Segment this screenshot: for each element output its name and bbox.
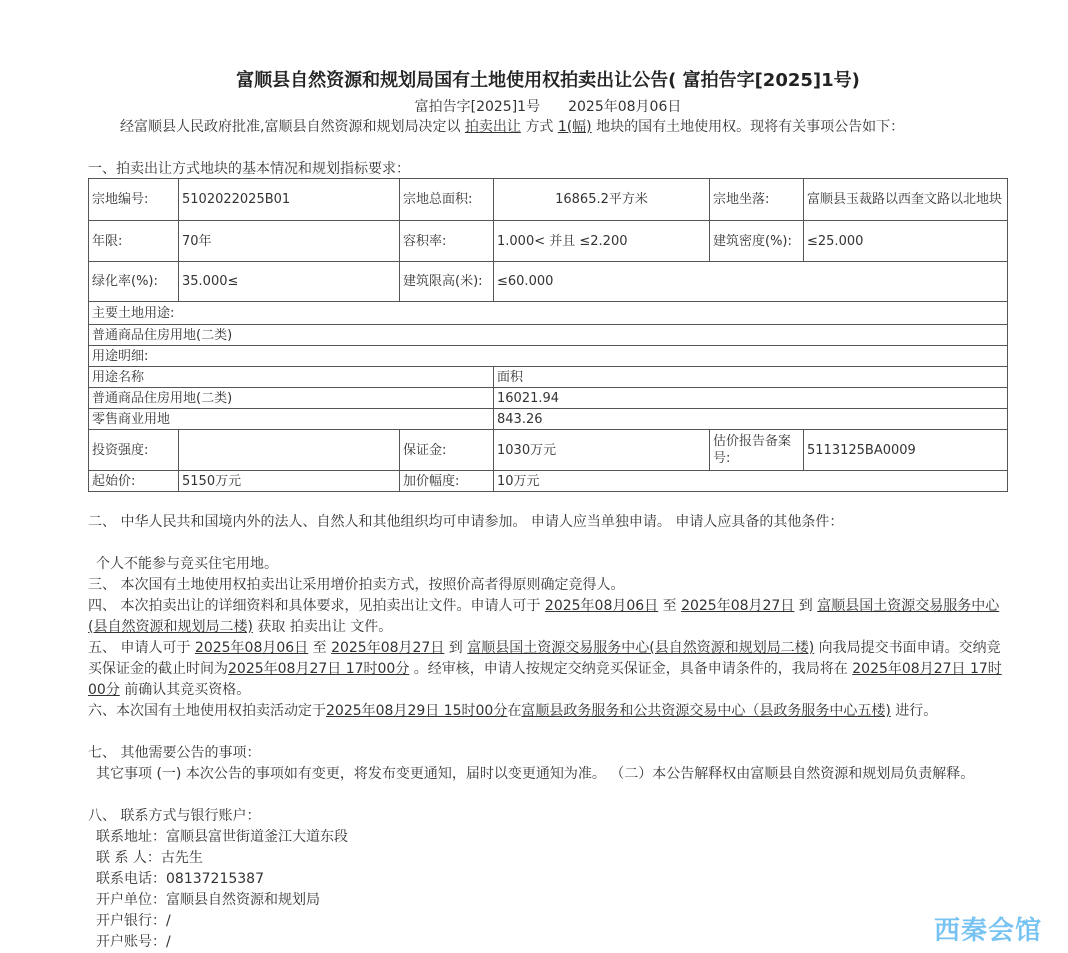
far-value: 1.000< 并且 ≤2.200 [494, 221, 710, 262]
height-label: 建筑限高(米): [400, 262, 494, 302]
deposit-deadline: 2025年08月27日 17时00分 [228, 661, 410, 677]
date-start: 2025年08月06日 [544, 598, 659, 614]
section-4: 四、 本次拍卖出让的详细资料和具体要求，见拍卖出让文件。申请人可于 2025年08月06日 至 2025年08月27日 到 富顺县国土资源交易服务中心(县自然资源和规划局二楼) 获取 拍卖出让 文件。 [88, 598, 1000, 635]
use-name: 普通商品住房用地(二类) [89, 388, 494, 409]
section-6: 六、本次国有土地使用权拍卖活动定于2025年08月29日 15时00分在富顺县政务服务和公共资源交易中心（县政务服务中心五楼) 进行。 [88, 703, 938, 719]
use-area-header: 面积 [494, 367, 1008, 388]
contact-phone: 联系电话：08137215387 [96, 871, 264, 887]
watermark-logo: 西秦会馆 [934, 916, 1043, 946]
appraisal-label: 估价报告备案号: [710, 430, 804, 471]
section-5: 五、 申请人可于 2025年08月06日 至 2025年08月27日 到 富顺县国土资源交易服务中心(县自然资源和规划局二楼) 向我局提交书面申请。交纳竞买保证金的截止时间为2025年08月27日 17时00分 。经审核，申请人按规定交纳竞买保证金，具备申请条件的，我局将在 2025年08月27日 17时00分 前确认其竞买资格。 [88, 640, 1002, 698]
account-unit: 开户单位：富顺县自然资源和规划局 [96, 892, 320, 908]
appraisal-value: 5113125BA0009 [804, 430, 1008, 471]
doc-meta [88, 96, 1008, 116]
location-label: 宗地坐落: [710, 179, 804, 221]
sale-method: 拍卖出让 [464, 119, 521, 135]
start-price-value: 5150万元 [179, 471, 400, 492]
invest-value [179, 430, 400, 471]
start-price-label: 起始价: [89, 471, 179, 492]
parcel-info-table [88, 178, 1008, 492]
deposit-label: 保证金: [400, 430, 494, 471]
increment-value: 10万元 [494, 471, 1008, 492]
far-label: 容积率: [400, 221, 494, 262]
contact-address: 联系地址：富顺县富世街道釜江大道东段 [96, 829, 348, 845]
section-8: 八、 联系方式与银行账户： [88, 808, 261, 824]
invest-label: 投资强度: [89, 430, 179, 471]
green-value: 35.000≤ [179, 262, 400, 302]
section-1-heading: 一、拍卖出让方式地块的基本情况和规划指标要求： [88, 161, 410, 177]
account-bank: 开户银行：/ [96, 913, 171, 929]
venue: 富顺县国土资源交易服务中心(县自然资源和规划局二楼) [88, 598, 1000, 635]
height-value: ≤60.000 [494, 262, 1008, 302]
use-name: 零售商业用地 [89, 409, 494, 430]
section-7-detail: 其它事项 (一) 本次公告的事项如有变更，将发布变更通知，届时以变更通知为准。 （二）本公告解释权由富顺县自然资源和规划局负责解释。 [96, 766, 975, 782]
intro-paragraph: 经富顺县人民政府批准,富顺县自然资源和规划局决定以 拍卖出让 方式 1(幅) 地块的国有土地使用权。现将有关事项公告如下： [120, 119, 905, 135]
term-label: 年限: [89, 221, 179, 262]
page-title: 富顺县自然资源和规划局国有土地使用权拍卖出让公告( 富拍告字[2025]1号) [236, 70, 860, 91]
use-area: 16021.94 [494, 388, 1008, 409]
main-use-value: 普通商品住房用地(二类) [89, 325, 1008, 346]
auction-venue: 富顺县政务服务和公共资源交易中心（县政务服务中心五楼) [521, 703, 891, 719]
use-name-header: 用途名称 [89, 367, 494, 388]
date-end: 2025年08月27日 [681, 598, 795, 614]
contact-person: 联 系 人：古先生 [96, 850, 203, 866]
density-label: 建筑密度(%): [710, 221, 804, 262]
parcel-no: 5102022025B01 [179, 179, 400, 221]
area-label: 宗地总面积: [400, 179, 494, 221]
confirm-time: 2025年08月27日 17时00分 [88, 661, 1002, 698]
section-2-condition: 个人不能参与竞买住宅用地。 [96, 556, 278, 572]
venue: 富顺县国土资源交易服务中心(县自然资源和规划局二楼) [467, 640, 815, 656]
section-2: 二、 中华人民共和国境内外的法人、自然人和其他组织均可申请参加。 申请人应当单独申请。 申请人应具备的其他条件： [88, 514, 844, 530]
account-number: 开户账号：/ [96, 934, 171, 950]
main-use-label: 主要土地用途: [89, 302, 1008, 325]
use-area: 843.26 [494, 409, 1008, 430]
area-value: 16865.2平方米 [494, 179, 710, 221]
auction-time: 2025年08月29日 15时00分 [326, 703, 508, 719]
density-value: ≤25.000 [804, 221, 1008, 262]
section-7: 七、 其他需要公告的事项： [88, 745, 261, 761]
date-end: 2025年08月27日 [331, 640, 445, 656]
deposit-value: 1030万元 [494, 430, 710, 471]
green-label: 绿化率(%): [89, 262, 179, 302]
date-start: 2025年08月06日 [194, 640, 309, 656]
doc-date: 2025年08月06日 [568, 99, 682, 115]
contact-info [96, 827, 348, 953]
section-3: 三、 本次国有土地使用权拍卖出让采用增价拍卖方式，按照价高者得原则确定竞得人。 [88, 577, 625, 593]
term-value: 70年 [179, 221, 400, 262]
doc-number: 富拍告字[2025]1号 [414, 99, 541, 115]
use-detail-label: 用途明细: [89, 346, 1008, 367]
increment-label: 加价幅度: [400, 471, 494, 492]
parcel-no-label: 宗地编号: [89, 179, 179, 221]
parcel-count: 1(幅) [557, 119, 592, 135]
location-value: 富顺县玉裁路以西奎文路以北地块 [804, 179, 1008, 221]
